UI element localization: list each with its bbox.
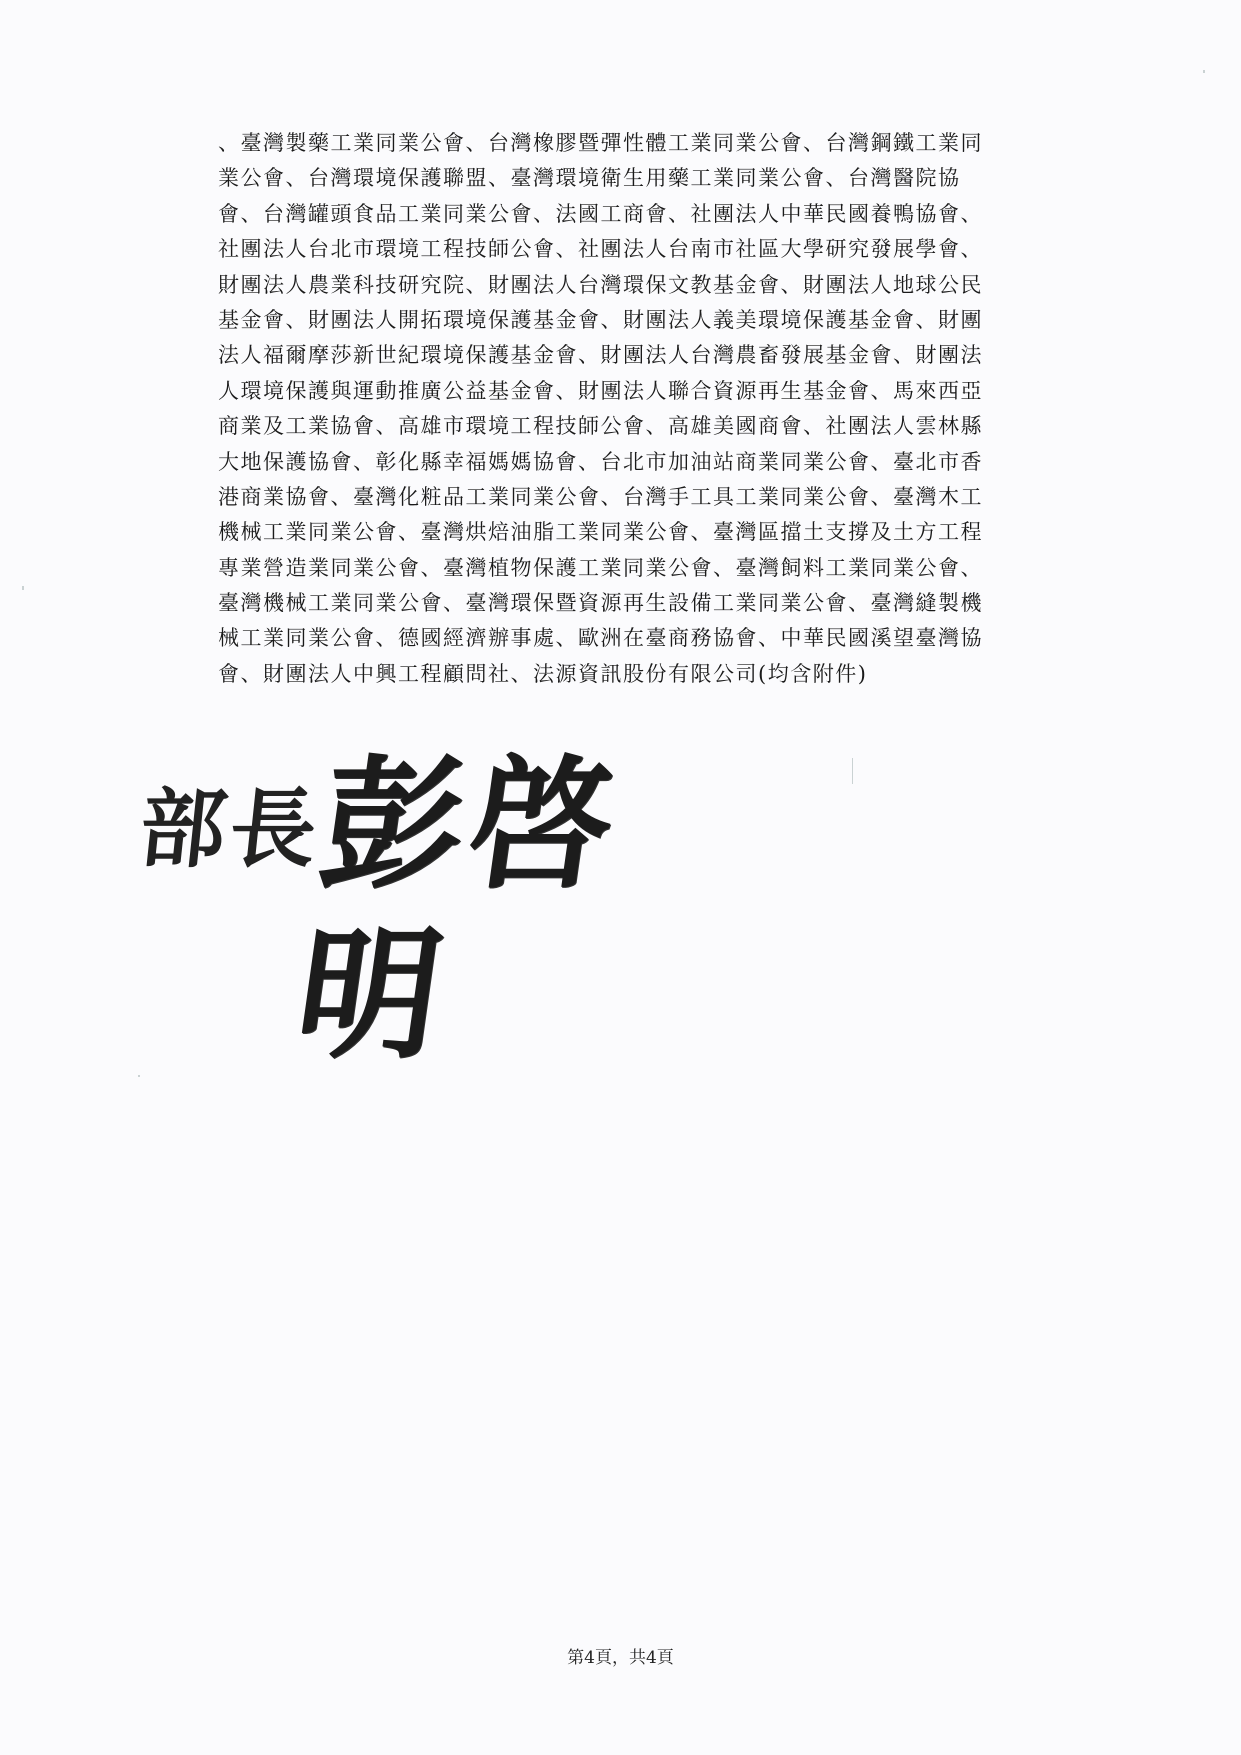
text-line: 會、財團法人中興工程顧問社、法源資訊股份有限公司(均含附件) (218, 661, 868, 686)
text-line: 人環境保護與運動推廣公益基金會、財團法人聯合資源再生基金會、馬來西亞 (218, 378, 983, 403)
signature-title: 部長 (134, 779, 326, 880)
minister-signature (134, 740, 700, 1078)
text-line: 財團法人農業科技研究院、財團法人台灣環保文教基金會、財團法人地球公民 (218, 272, 983, 297)
text-line: 法人福爾摩莎新世紀環境保護基金會、財團法人台灣農畜發展基金會、財團法 (218, 343, 983, 368)
text-line: 專業營造業同業公會、臺灣植物保護工業同業公會、臺灣飼料工業同業公會、 (218, 555, 983, 580)
scan-speck (1203, 70, 1205, 73)
text-line: 、臺灣製藥工業同業公會、台灣橡膠暨彈性體工業同業公會、台灣鋼鐵工業同 (218, 131, 983, 155)
recipient-list (218, 126, 1098, 692)
text-line: 臺灣機械工業同業公會、臺灣環保暨資源再生設備工業同業公會、臺灣縫製機 (218, 591, 983, 616)
text-line: 會、台灣罐頭食品工業同業公會、法國工商會、社團法人中華民國養鴨協會、 (218, 201, 983, 226)
scan-speck (138, 1075, 140, 1077)
text-line: 械工業同業公會、德國經濟辦事處、歐洲在臺商務協會、中華民國溪望臺灣協 (218, 626, 983, 651)
text-line: 基金會、財團法人開拓環境保護基金會、財團法人義美環境保護基金會、財團 (218, 307, 983, 332)
text-line: 港商業協會、臺灣化粧品工業同業公會、台灣手工具工業同業公會、臺灣木工 (218, 484, 983, 509)
text-line: 商業及工業協會、高雄市環境工程技師公會、高雄美國商會、社團法人雲林縣 (218, 414, 983, 439)
text-line: 機械工業同業公會、臺灣烘焙油脂工業同業公會、臺灣區擋土支撐及土方工程 (218, 520, 983, 545)
page-number: 第4頁，共4頁 (567, 1648, 674, 1668)
scan-speck (22, 586, 24, 590)
scan-speck (852, 758, 853, 784)
text-line: 社團法人台北市環境工程技師公會、社團法人台南市社區大學研究發展學會、 (218, 237, 983, 262)
text-line: 大地保護協會、彰化縣幸福媽媽協會、台北市加油站商業同業公會、臺北市香 (218, 449, 983, 474)
text-line: 業公會、台灣環境保護聯盟、臺灣環境衛生用藥工業同業公會、台灣醫院協 (218, 166, 961, 191)
signature-name: 彭啓明 (286, 742, 630, 1078)
